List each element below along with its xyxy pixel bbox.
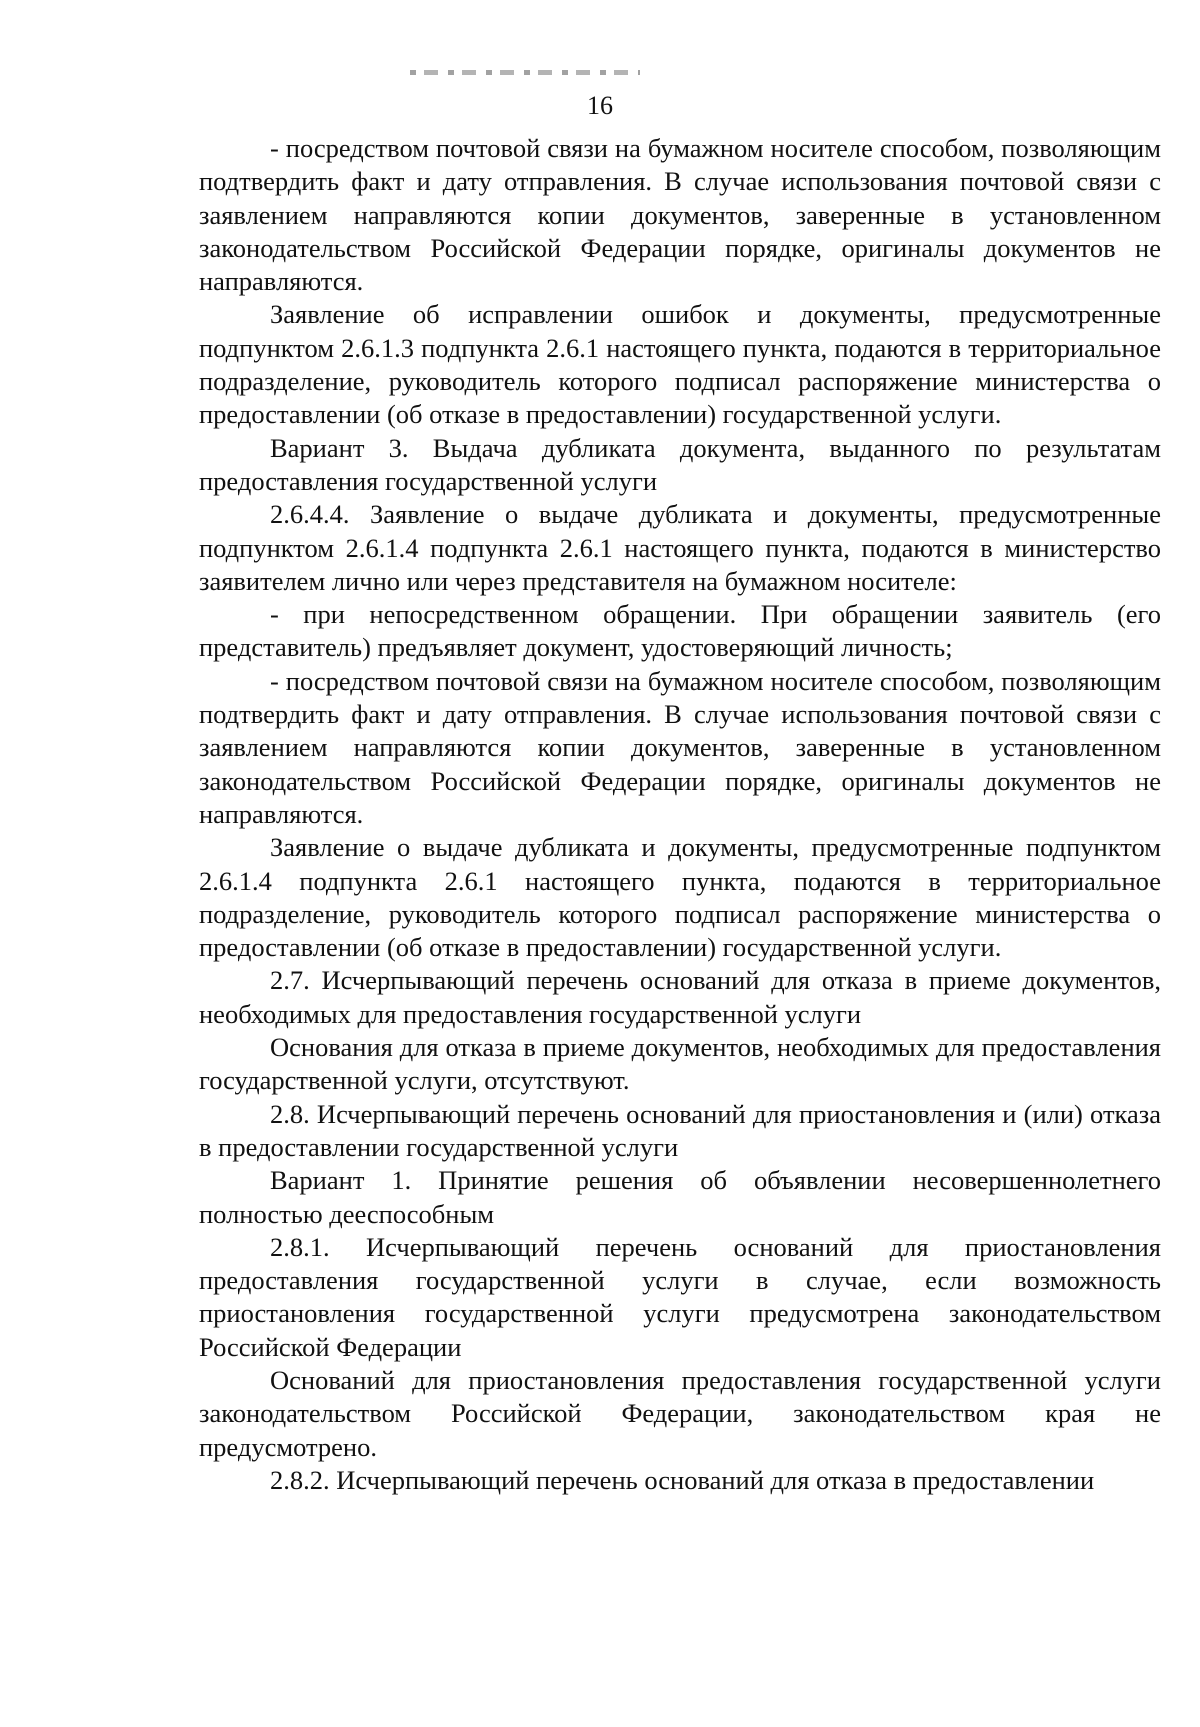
- paragraph-postal-submission: - посредством почтовой связи на бумажном носителе способом, позволяющим подтвердить факт и дату отправления. В случае использования почтовой связи с заявлением направляются копии документов, заверенные в установленном законодательством Российской Федерации порядке, оригиналы документов не направляются.: [199, 133, 1161, 297]
- paragraph-no-suspension-grounds: Оснований для приостановления предоставления государственной услуги законодательством Российской Федерации, законодательством края не предусмотрено.: [199, 1364, 1161, 1462]
- paragraph-2-6-4-4: 2.6.4.4. Заявление о выдаче дубликата и документы, предусмотренные подпунктом 2.6.1.4 подпункта 2.6.1 настоящего пункта, подаются в министерство заявителем лично или через представителя на бумажном носителе:: [199, 499, 1161, 596]
- paragraph-2-8-1: 2.8.1. Исчерпывающий перечень оснований для приостановления предоставления государственной услуги в случае, если возможность приостановления государственной услуги предусмотрена законодательством Российской Федерации: [199, 1231, 1161, 1362]
- paragraph-duplicate-submission: Заявление о выдаче дубликата и документы, предусмотренные подпунктом 2.6.1.4 подпункта 2.6.1 настоящего пункта, подаются в территориальное подразделение, руководитель которого подписал распоряжение министерства о предоставлении (об отказе в предоставлении) государственной услуги.: [199, 832, 1161, 963]
- paragraph-2-7-heading: 2.7. Исчерпывающий перечень оснований для отказа в приеме документов, необходимых для предоставления государственной услуги: [199, 965, 1161, 1029]
- paragraph-direct-appeal: - при непосредственном обращении. При обращении заявитель (его представитель) предъявляет документ, удостоверяющий личность;: [199, 599, 1161, 663]
- scan-artifact: [410, 70, 640, 75]
- paragraph-error-correction-submission: Заявление об исправлении ошибок и документы, предусмотренные подпунктом 2.6.1.3 подпункта 2.6.1 настоящего пункта, подаются в территориальное подразделение, руководитель которого подписал распоряжение министерства о предоставлении (об отказе в предоставлении) государственной услуги.: [199, 299, 1161, 430]
- page-number: 16: [587, 91, 613, 120]
- paragraph-postal-submission-duplicate: - посредством почтовой связи на бумажном носителе способом, позволяющим подтвердить факт и дату отправления. В случае использования почтовой связи с заявлением направляются копии документов, заверенные в установленном законодательством Российской Федерации порядке, оригиналы документов не направляются.: [199, 665, 1161, 829]
- paragraph-2-8-2: 2.8.2. Исчерпывающий перечень оснований для отказа в предоставлении: [270, 1464, 1095, 1495]
- paragraph-2-8-heading: 2.8. Исчерпывающий перечень оснований для приостановления и (или) отказа в предоставлении государственной услуги: [199, 1098, 1161, 1162]
- paragraph-variant-1-heading: Вариант 1. Принятие решения об объявлении несовершеннолетнего полностью дееспособным: [199, 1165, 1161, 1229]
- document-body: [199, 132, 1161, 1497]
- paragraph-no-refusal-grounds: Основания для отказа в приеме документов, необходимых для предоставления государственной услуги, отсутствуют.: [199, 1032, 1161, 1096]
- paragraph-variant-3-heading: Вариант 3. Выдача дубликата документа, выданного по результатам предоставления государственной услуги: [199, 432, 1161, 496]
